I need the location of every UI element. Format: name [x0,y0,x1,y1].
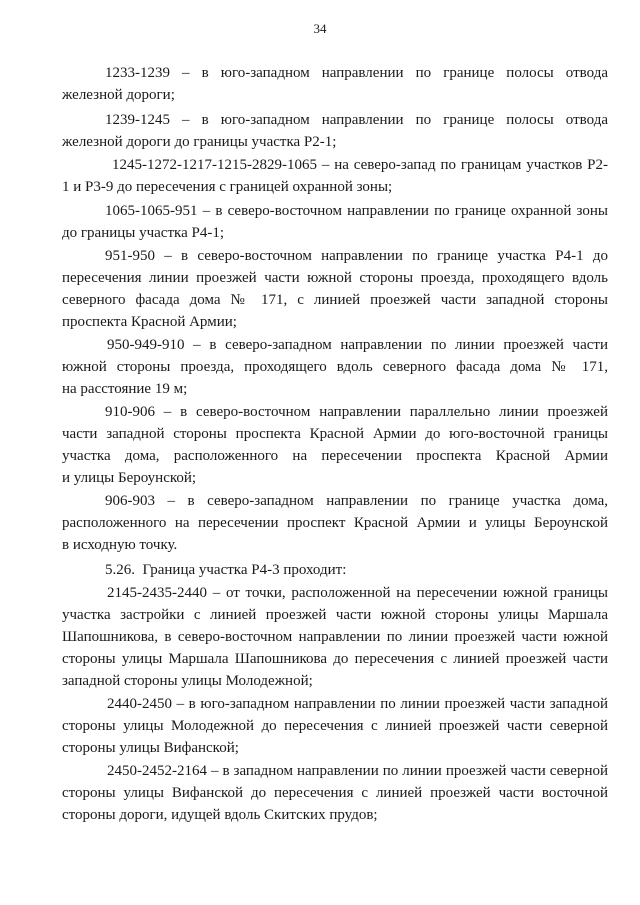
paragraph-line: западной стороны улицы Молодежной; [62,673,313,689]
paragraph-line: 2440-2450 – в юго-западном направлении по линии проезжей части западной [107,696,608,712]
paragraph-line: 910-906 – в северо-восточном направлении параллельно линии проезжей [105,404,608,420]
paragraph-line: и улицы Бероунской; [62,470,197,486]
paragraph-line: южной стороны проезда, проходящего вдоль северного фасада дома № 171, [62,359,608,375]
paragraph-line: стороны улицы Вифанской; [62,740,239,756]
page-number: 34 [313,21,327,36]
section-heading: 5.26. Граница участка Р4-3 проходит: [105,562,347,578]
section-heading-5-26 [62,559,608,581]
paragraph-1245-1065 [62,154,608,198]
paragraph-line: 1065-1065-951 – в северо-восточном направлении по границе охранной зоны [105,203,608,219]
paragraph-line: до границы участка Р4-1; [62,225,224,241]
paragraph-line: участка застройки с линией проезжей части южной стороны улицы Маршала [62,607,608,623]
paragraph-line: расположенного на пересечении проспект Красной Армии и улицы Бероунской [62,515,608,531]
paragraph-line: стороны улицы Молодежной до пересечения с линией проезжей части северной [62,718,608,734]
paragraph-950-949-910 [62,334,608,400]
paragraph-line: 1239-1245 – в юго-западном направлении по границе полосы отвода [105,112,608,128]
paragraph-line: Шапошникова, в северо-восточном направлении по линии проезжей части южной [62,629,608,645]
paragraph-906-903 [62,490,608,556]
paragraph-line: 2145-2435-2440 – от точки, расположенной на пересечении южной границы [107,585,608,601]
paragraph-line: пересечения линии проезжей части южной стороны проезда, проходящего вдоль [62,270,608,286]
paragraph-2440-2450 [62,693,608,759]
paragraph-1065-951 [62,200,608,244]
paragraph-line: части западной стороны проспекта Красной Армии до юго-восточной границы [62,426,608,442]
paragraph-line: 1 и Р3-9 до пересечения с границей охранной зоны; [62,179,393,195]
paragraph-line: стороны дороги, идущей вдоль Скитских прудов; [62,807,378,823]
paragraph-1233-1239 [62,62,608,106]
paragraph-910-906 [62,401,608,489]
paragraph-line: 1233-1239 – в юго-западном направлении по границе полосы отвода [105,65,608,81]
paragraph-line: стороны улицы Вифанской до пересечения с линией проезжей части восточной [62,785,608,801]
paragraph-1239-1245 [62,109,608,153]
paragraph-line: участка дома, расположенного на пересечении проспекта Красной Армии [62,448,608,464]
paragraph-line: на расстояние 19 м; [62,381,188,397]
paragraph-line: 2450-2452-2164 – в западном направлении по линии проезжей части северной [107,763,608,779]
paragraph-line: 1245-1272-1217-1215-2829-1065 – на северо-запад по границам участков Р2- [112,157,608,173]
paragraph-2450-2164 [62,760,608,826]
paragraph-951-950 [62,245,608,333]
paragraph-line: железной дороги; [62,87,175,103]
paragraph-line: железной дороги до границы участка Р2-1; [62,134,337,150]
paragraph-line: 950-949-910 – в северо-западном направлении по линии проезжей части [107,337,608,353]
paragraph-line: 906-903 – в северо-западном направлении по границе участка дома, [105,493,608,509]
paragraph-line: северного фасада дома № 171, с линией проезжей части западной стороны [62,292,608,308]
paragraph-line: 951-950 – в северо-восточном направлении по границе участка Р4-1 до [105,248,608,264]
paragraph-line: проспекта Красной Армии; [62,314,237,330]
paragraph-line: в исходную точку. [62,537,178,553]
paragraph-line: стороны улицы Маршала Шапошникова до пересечения с линией проезжей части [62,651,608,667]
paragraph-2145-2440 [62,582,608,692]
